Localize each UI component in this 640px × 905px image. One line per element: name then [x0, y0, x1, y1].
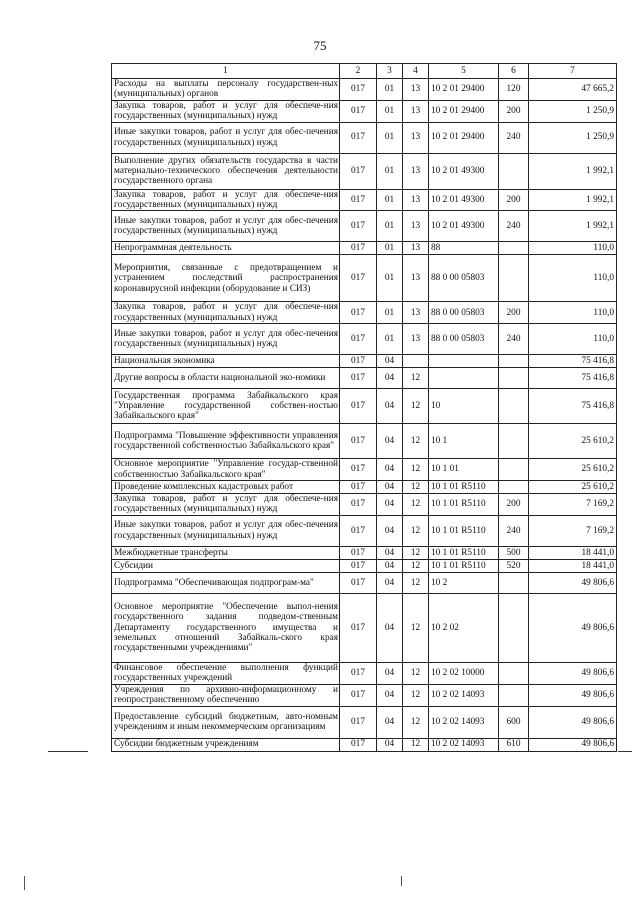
table-cell: 10 2 02 10000	[429, 662, 499, 684]
page-number: 75	[313, 38, 327, 53]
table-cell: 01	[377, 324, 403, 355]
table-cell: 01	[377, 302, 403, 324]
table-cell: 017	[340, 424, 377, 459]
table-row	[112, 706, 617, 738]
table-cell: 017	[340, 459, 377, 481]
table-cell: 04	[377, 546, 403, 559]
table-row	[112, 515, 617, 546]
table-cell: 10 2 01 29400	[429, 122, 499, 153]
table-cell: 017	[340, 211, 377, 242]
table-cell: 110,0	[529, 255, 617, 302]
table-cell: 200	[499, 302, 529, 324]
table-cell: 12	[403, 706, 429, 738]
scan-artifact-line	[618, 751, 632, 752]
table-cell: 017	[340, 515, 377, 546]
table-cell: 1 250,9	[529, 100, 617, 122]
table-row	[112, 324, 617, 355]
column-header: 4	[403, 64, 429, 79]
table-row	[112, 368, 617, 389]
table-cell: 01	[377, 255, 403, 302]
table-cell: 13	[403, 100, 429, 122]
table-cell: Предоставление субсидий бюджетным, авто-номным учреждениям и иным некоммерческим организациям	[112, 706, 340, 738]
table-cell: 240	[499, 122, 529, 153]
table-cell: 88 0 00 05803	[429, 255, 499, 302]
table-cell	[499, 368, 529, 389]
table-row	[112, 559, 617, 572]
table-cell	[499, 389, 529, 424]
scan-artifact-line	[48, 751, 88, 752]
table-row	[112, 424, 617, 459]
table-cell: 13	[403, 255, 429, 302]
table-row	[112, 389, 617, 424]
table-cell: 017	[340, 189, 377, 211]
table-cell: 13	[403, 242, 429, 255]
table-cell: 10 2 02	[429, 593, 499, 662]
table-cell: 04	[377, 424, 403, 459]
table-cell: 49 806,6	[529, 738, 617, 751]
table-cell: 04	[377, 738, 403, 751]
table-cell	[499, 424, 529, 459]
table-cell: 200	[499, 189, 529, 211]
table-cell: Финансовое обеспечение выполнения функций государственных учреждений	[112, 662, 340, 684]
table-cell: 01	[377, 242, 403, 255]
table-cell: 13	[403, 153, 429, 189]
table-cell: Подпрограмма "Обеспечивающая подпрограм-ма"	[112, 572, 340, 593]
table-cell: 49 806,6	[529, 684, 617, 706]
table-row	[112, 302, 617, 324]
table-row	[112, 355, 617, 368]
table-cell: 18 441,0	[529, 559, 617, 572]
table-cell: 110,0	[529, 324, 617, 355]
table-cell: 017	[340, 559, 377, 572]
table-cell: 10 2 01 49300	[429, 153, 499, 189]
table-cell	[499, 572, 529, 593]
table-cell: 18 441,0	[529, 546, 617, 559]
table-cell: 017	[340, 572, 377, 593]
table-cell	[499, 684, 529, 706]
table-cell: Учреждения по архивно-информационному и геопространственному обеспечению	[112, 684, 340, 706]
table-cell: 04	[377, 559, 403, 572]
table-cell: 10 1	[429, 424, 499, 459]
table-cell: 10 1 01	[429, 459, 499, 481]
table-cell: 10 1 01 R5110	[429, 494, 499, 516]
table-cell	[429, 368, 499, 389]
table-cell: 75 416,8	[529, 389, 617, 424]
table-cell: 7 169,2	[529, 515, 617, 546]
table-cell: 04	[377, 368, 403, 389]
table-cell: 610	[499, 738, 529, 751]
table-cell: 01	[377, 100, 403, 122]
table-cell: 017	[340, 79, 377, 101]
table-cell: 04	[377, 706, 403, 738]
table-cell: 1 992,1	[529, 211, 617, 242]
table-cell: Иные закупки товаров, работ и услуг для обес-печения государственных (муниципальных) нужд	[112, 122, 340, 153]
table-row	[112, 153, 617, 189]
table-cell: 10 2 01 29400	[429, 79, 499, 101]
table-cell: 13	[403, 302, 429, 324]
table-cell: Закупка товаров, работ и услуг для обеспече-ния государственных (муниципальных) нужд	[112, 302, 340, 324]
table-cell: Выполнение других обязательств государства в части материально-технического обеспечения деятельности государственного органа	[112, 153, 340, 189]
table-cell: 017	[340, 122, 377, 153]
table-cell: 12	[403, 662, 429, 684]
table-cell: 10 2 01 49300	[429, 211, 499, 242]
table-cell: Закупка товаров, работ и услуг для обеспече-ния государственных (муниципальных) нужд	[112, 100, 340, 122]
table-cell: 7 169,2	[529, 494, 617, 516]
column-header: 3	[377, 64, 403, 79]
table-cell: 017	[340, 494, 377, 516]
table-cell: 49 806,6	[529, 593, 617, 662]
table-cell: 12	[403, 494, 429, 516]
table-cell: 120	[499, 79, 529, 101]
table-row	[112, 459, 617, 481]
table-cell: 10 1 01 R5110	[429, 546, 499, 559]
table-cell: Государственная программа Забайкальского края "Управление государственной собствен-ностью Забайкальского края"	[112, 389, 340, 424]
table-cell: 13	[403, 79, 429, 101]
table-cell: 13	[403, 122, 429, 153]
table-cell: Иные закупки товаров, работ и услуг для обес-печения государственных (муниципальных) нужд	[112, 211, 340, 242]
table-cell: 12	[403, 481, 429, 494]
budget-table	[111, 63, 617, 752]
table-cell: 017	[340, 255, 377, 302]
table-cell: 04	[377, 494, 403, 516]
table-cell: 10 1 01 R5110	[429, 481, 499, 494]
table-cell: 49 806,6	[529, 706, 617, 738]
table-cell: Закупка товаров, работ и услуг для обеспече-ния государственных (муниципальных) нужд	[112, 494, 340, 516]
scan-artifact-mark	[24, 876, 25, 890]
table-row	[112, 122, 617, 153]
table-cell	[499, 593, 529, 662]
table-cell: 12	[403, 459, 429, 481]
table-cell: 13	[403, 324, 429, 355]
table-cell: 10 1 01 R5110	[429, 559, 499, 572]
table-cell: 1 992,1	[529, 153, 617, 189]
table-row	[112, 546, 617, 559]
table-cell	[429, 355, 499, 368]
table-cell: 04	[377, 515, 403, 546]
table-cell: Национальная экономика	[112, 355, 340, 368]
table-cell: 240	[499, 211, 529, 242]
table-cell: Проведение комплексных кадастровых работ	[112, 481, 340, 494]
table-cell: 017	[340, 684, 377, 706]
table-cell: 017	[340, 738, 377, 751]
table-cell: 75 416,8	[529, 368, 617, 389]
table-row	[112, 242, 617, 255]
table-cell: 04	[377, 389, 403, 424]
table-row	[112, 738, 617, 751]
table-cell	[499, 355, 529, 368]
table-cell: 12	[403, 738, 429, 751]
table-header-row	[112, 64, 617, 79]
table-cell: 110,0	[529, 302, 617, 324]
table-cell: Мероприятия, связанные с предотвращением и устранением последствий распространения коронавирусной инфекции (оборудование и СИЗ)	[112, 255, 340, 302]
table-cell: 04	[377, 593, 403, 662]
table-cell: 10 2 01 49300	[429, 189, 499, 211]
table-cell: Иные закупки товаров, работ и услуг для обес-печения государственных (муниципальных) нужд	[112, 324, 340, 355]
table-cell: 200	[499, 100, 529, 122]
table-cell: 017	[340, 324, 377, 355]
table-cell	[499, 459, 529, 481]
table-cell: 240	[499, 515, 529, 546]
table-cell: 01	[377, 79, 403, 101]
column-header: 2	[340, 64, 377, 79]
scan-artifact-mark	[401, 876, 402, 886]
table-cell: 04	[377, 459, 403, 481]
table-cell: 017	[340, 302, 377, 324]
table-cell: 017	[340, 153, 377, 189]
table-cell: 04	[377, 572, 403, 593]
table-cell: 017	[340, 100, 377, 122]
table-cell: 04	[377, 481, 403, 494]
table-cell: 12	[403, 515, 429, 546]
table-cell: 75 416,8	[529, 355, 617, 368]
table-row	[112, 255, 617, 302]
table-cell: 04	[377, 684, 403, 706]
table-cell: 017	[340, 355, 377, 368]
table-cell: Подпрограмма "Повышение эффективности управления государственной собственностью Забайкальского края"	[112, 424, 340, 459]
table-cell: 200	[499, 494, 529, 516]
table-cell	[499, 481, 529, 494]
table-cell	[499, 153, 529, 189]
table-cell: 88 0 00 05803	[429, 302, 499, 324]
table-cell: 1 992,1	[529, 189, 617, 211]
table-cell: 10 2 01 29400	[429, 100, 499, 122]
table-cell: 04	[377, 662, 403, 684]
table-cell: 12	[403, 559, 429, 572]
table-cell: Расходы на выплаты персоналу государствен-ных (муниципальных) органов	[112, 79, 340, 101]
table-cell: 47 665,2	[529, 79, 617, 101]
table-cell: Закупка товаров, работ и услуг для обеспече-ния государственных (муниципальных) нужд	[112, 189, 340, 211]
table-cell: Основное мероприятие "Управление государ-ственной собственностью Забайкальского края"	[112, 459, 340, 481]
table-cell: 017	[340, 389, 377, 424]
table-row	[112, 494, 617, 516]
table-cell: 10	[429, 389, 499, 424]
column-header: 7	[529, 64, 617, 79]
table-cell: 49 806,6	[529, 662, 617, 684]
table-cell	[403, 355, 429, 368]
table-cell: 12	[403, 684, 429, 706]
column-header: 1	[112, 64, 340, 79]
table-cell: Основное мероприятие "Обеспечение выпол-нения государственного задания подведом-ственным Департаменту государственного имущества и земельных отношений Забайкаль-ского края государственными учреждениями"	[112, 593, 340, 662]
table-cell: 88 0 00 05803	[429, 324, 499, 355]
table-cell: 01	[377, 122, 403, 153]
table-cell: Другие вопросы в области национальной эко-номики	[112, 368, 340, 389]
table-cell: 04	[377, 355, 403, 368]
table-row	[112, 79, 617, 101]
table-cell: Межбюджетные трансферты	[112, 546, 340, 559]
table-cell: 500	[499, 546, 529, 559]
table-cell: 017	[340, 593, 377, 662]
table-cell: 240	[499, 324, 529, 355]
table-row	[112, 481, 617, 494]
table-cell: Иные закупки товаров, работ и услуг для обес-печения государственных (муниципальных) нужд	[112, 515, 340, 546]
table-cell: 12	[403, 389, 429, 424]
table-cell: 88	[429, 242, 499, 255]
table-cell: 600	[499, 706, 529, 738]
table-row	[112, 211, 617, 242]
table-cell: 1 250,9	[529, 122, 617, 153]
table-row	[112, 662, 617, 684]
table-cell: 25 610,2	[529, 459, 617, 481]
table-cell: 110,0	[529, 242, 617, 255]
table-cell: 10 2 02 14093	[429, 706, 499, 738]
column-header: 6	[499, 64, 529, 79]
table-cell	[499, 242, 529, 255]
table-cell: 01	[377, 153, 403, 189]
table-cell: 01	[377, 211, 403, 242]
table-cell: 01	[377, 189, 403, 211]
column-header: 5	[429, 64, 499, 79]
table-row	[112, 572, 617, 593]
table-cell: 10 2 02 14093	[429, 684, 499, 706]
table-row	[112, 189, 617, 211]
table-cell: 017	[340, 706, 377, 738]
table-cell: 12	[403, 546, 429, 559]
table-cell: 017	[340, 546, 377, 559]
table-cell: Субсидии бюджетным учреждениям	[112, 738, 340, 751]
table-row	[112, 684, 617, 706]
table-cell: 520	[499, 559, 529, 572]
table-cell: 017	[340, 368, 377, 389]
table-cell	[499, 662, 529, 684]
table-cell: 49 806,6	[529, 572, 617, 593]
table-cell: 10 1 01 R5110	[429, 515, 499, 546]
table-cell: 25 610,2	[529, 424, 617, 459]
table-cell: 25 610,2	[529, 481, 617, 494]
table-cell: 12	[403, 572, 429, 593]
table-cell: Непрограммная деятельность	[112, 242, 340, 255]
table-cell: 10 2 02 14093	[429, 738, 499, 751]
table-row	[112, 593, 617, 662]
table-cell: 017	[340, 662, 377, 684]
table-cell: 12	[403, 368, 429, 389]
table-row	[112, 100, 617, 122]
table-cell: 12	[403, 424, 429, 459]
table-cell	[499, 255, 529, 302]
table-cell: 12	[403, 593, 429, 662]
table-cell: 017	[340, 242, 377, 255]
table-cell: 13	[403, 211, 429, 242]
table-cell: 017	[340, 481, 377, 494]
table-cell: 10 2	[429, 572, 499, 593]
table-cell: Субсидии	[112, 559, 340, 572]
table-cell: 13	[403, 189, 429, 211]
